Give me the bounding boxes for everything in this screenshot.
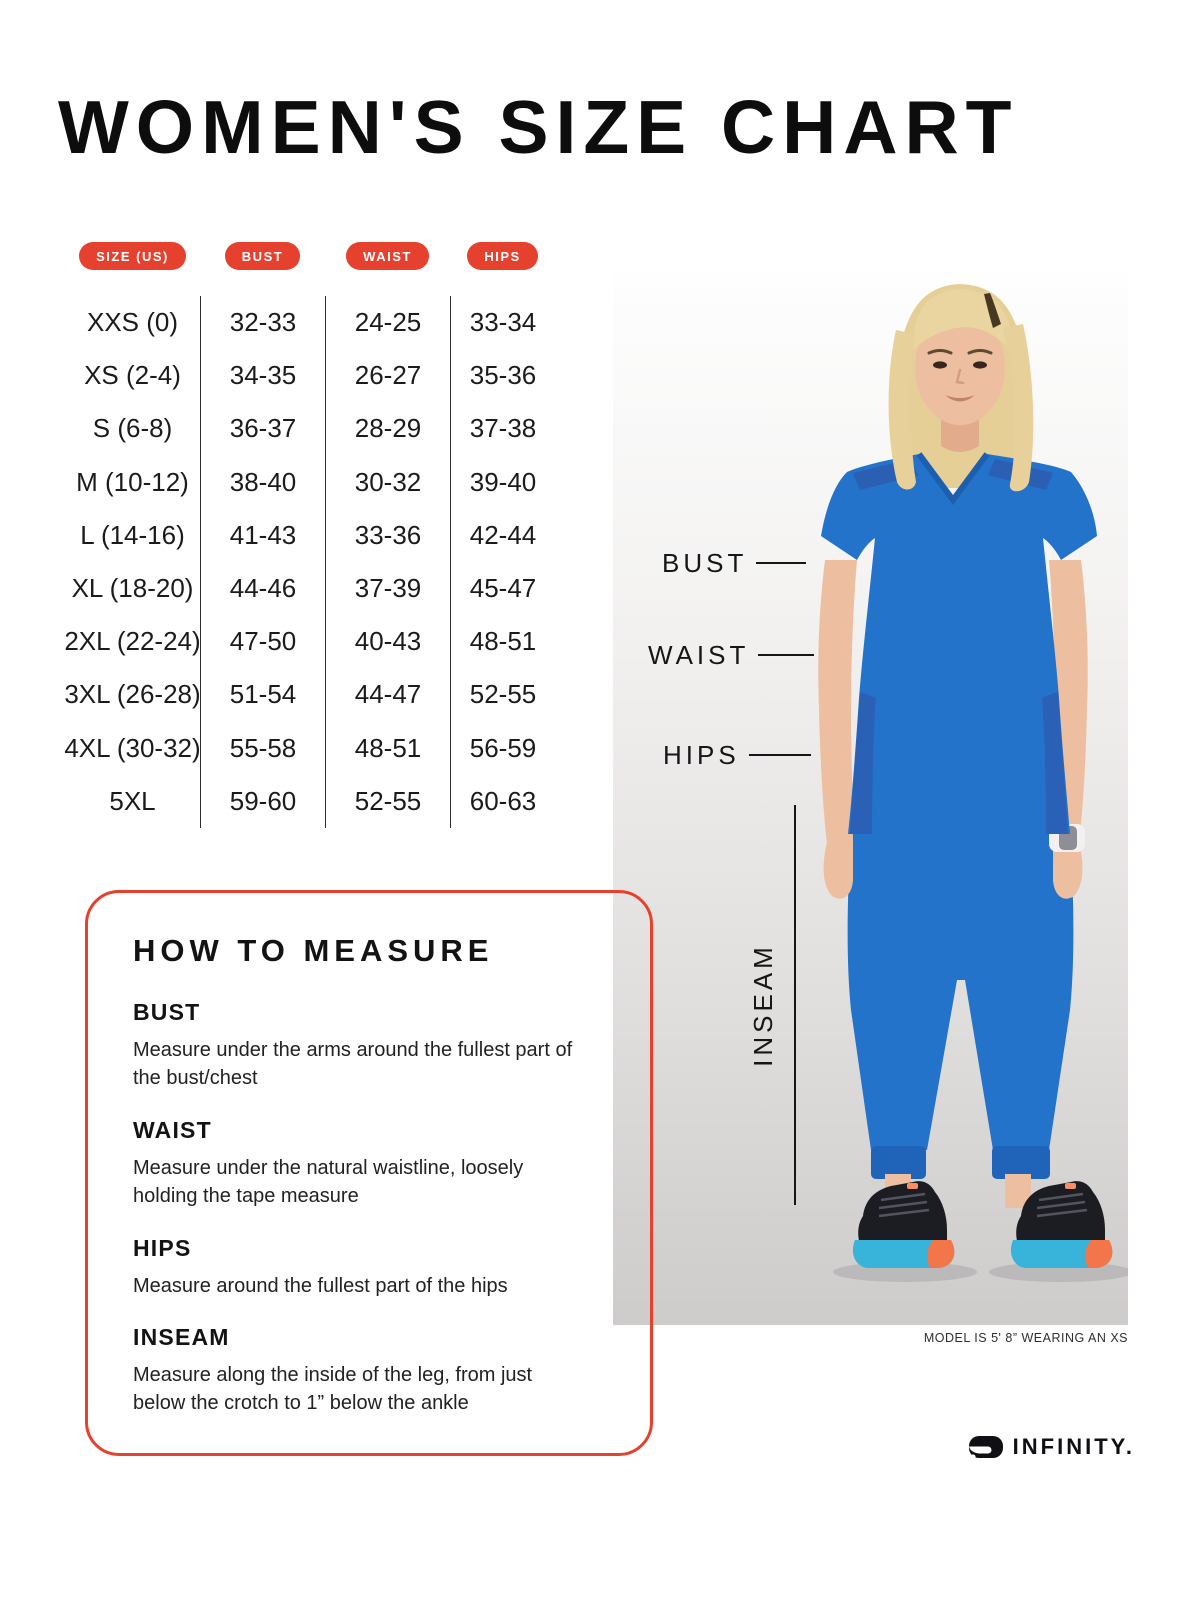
measure-section-text: Measure under the arms around the fullest part of the bust/chest <box>133 1039 573 1090</box>
column-pill-bust: BUST <box>225 242 300 270</box>
bust-callout-label: BUST <box>662 547 748 578</box>
size-table-header <box>65 242 555 270</box>
hips-cell: 56-59 <box>450 722 555 775</box>
hips-cell: 37-38 <box>450 402 555 455</box>
hips-cell: 60-63 <box>450 775 555 828</box>
waist-callout <box>648 640 814 670</box>
hips-cell: 52-55 <box>450 668 555 721</box>
table-row <box>65 296 555 349</box>
size-cell: M (10-12) <box>76 466 189 497</box>
column-pill-waist: WAIST <box>346 242 429 270</box>
bust-cell: 32-33 <box>200 296 325 349</box>
size-table-body <box>65 296 555 828</box>
hips-cell: 42-44 <box>450 509 555 562</box>
bust-cell: 59-60 <box>200 775 325 828</box>
hips-callout-line <box>749 754 811 756</box>
hips-callout-label: HIPS <box>663 739 740 770</box>
column-pill-size: SIZE (US) <box>79 242 186 270</box>
measure-section-label: INSEAM <box>133 1323 230 1350</box>
waist-cell: 24-25 <box>325 296 450 349</box>
inseam-callout-label: INSEAM <box>748 943 778 1067</box>
waist-cell: 28-29 <box>325 402 450 455</box>
hips-cell: 48-51 <box>450 615 555 668</box>
table-row <box>65 349 555 402</box>
model-illustration <box>613 268 1128 1325</box>
waist-cell: 52-55 <box>325 775 450 828</box>
column-pill-hips: HIPS <box>467 242 537 270</box>
inseam-callout-line <box>794 805 796 1205</box>
bust-callout-line <box>756 562 806 564</box>
size-cell: 2XL (22-24) <box>64 626 201 657</box>
hips-cell: 33-34 <box>450 296 555 349</box>
table-row <box>65 775 555 828</box>
waist-cell: 26-27 <box>325 349 450 402</box>
measure-section-text: Measure under the natural waistline, loosely holding the tape measure <box>133 1156 524 1208</box>
size-cell: 3XL (26-28) <box>64 679 201 710</box>
size-cell: XL (18-20) <box>71 573 194 604</box>
how-to-measure-title: HOW TO MEASURE <box>133 933 494 968</box>
bust-callout <box>662 548 806 578</box>
waist-cell: 37-39 <box>325 562 450 615</box>
hips-callout <box>663 740 811 770</box>
model-photo <box>613 268 1128 1325</box>
brand-logo <box>969 1434 1135 1460</box>
measure-section-label: WAIST <box>133 1116 212 1143</box>
hips-cell: 35-36 <box>450 349 555 402</box>
table-row <box>65 456 555 509</box>
how-to-measure-sections <box>133 999 610 1418</box>
size-table <box>65 242 555 828</box>
size-cell: 4XL (30-32) <box>64 732 201 763</box>
table-row <box>65 402 555 455</box>
table-row <box>65 562 555 615</box>
bust-cell: 34-35 <box>200 349 325 402</box>
table-row <box>65 509 555 562</box>
how-to-measure-box <box>85 890 653 1456</box>
measure-section <box>133 1324 610 1418</box>
measure-section <box>133 1117 610 1211</box>
measure-section-text: Measure around the fullest part of the hips <box>133 1274 508 1297</box>
model-caption: MODEL IS 5' 8” WEARING AN XS <box>923 1331 1128 1345</box>
measure-section <box>133 999 610 1093</box>
size-cell: L (14-16) <box>80 519 185 550</box>
waist-cell: 33-36 <box>325 509 450 562</box>
size-cell: XS (2-4) <box>84 360 181 391</box>
brand-logo-text: INFINITY. <box>1012 1434 1135 1459</box>
waist-callout-label: WAIST <box>648 639 750 670</box>
size-cell: XXS (0) <box>86 307 179 338</box>
infinity-logo-icon <box>969 1434 1003 1460</box>
bust-cell: 55-58 <box>200 722 325 775</box>
hips-cell: 39-40 <box>450 456 555 509</box>
bust-cell: 47-50 <box>200 615 325 668</box>
size-cell: S (6-8) <box>92 413 173 444</box>
waist-callout-line <box>758 654 814 656</box>
table-row <box>65 668 555 721</box>
waist-cell: 40-43 <box>325 615 450 668</box>
bust-cell: 51-54 <box>200 668 325 721</box>
bust-cell: 38-40 <box>200 456 325 509</box>
bust-cell: 44-46 <box>200 562 325 615</box>
measure-section-label: HIPS <box>133 1234 192 1261</box>
waist-cell: 48-51 <box>325 722 450 775</box>
bust-cell: 36-37 <box>200 402 325 455</box>
waist-cell: 30-32 <box>325 456 450 509</box>
size-cell: 5XL <box>109 785 156 816</box>
hips-cell: 45-47 <box>450 562 555 615</box>
measure-section-text: Measure along the inside of the leg, from just below the crotch to 1” below the ankle <box>133 1363 533 1415</box>
table-row <box>65 722 555 775</box>
measure-section-label: BUST <box>133 999 201 1025</box>
waist-cell: 44-47 <box>325 668 450 721</box>
table-row <box>65 615 555 668</box>
measure-section <box>133 1235 610 1300</box>
bust-cell: 41-43 <box>200 509 325 562</box>
page-title: WOMEN'S SIZE CHART <box>58 85 1019 169</box>
